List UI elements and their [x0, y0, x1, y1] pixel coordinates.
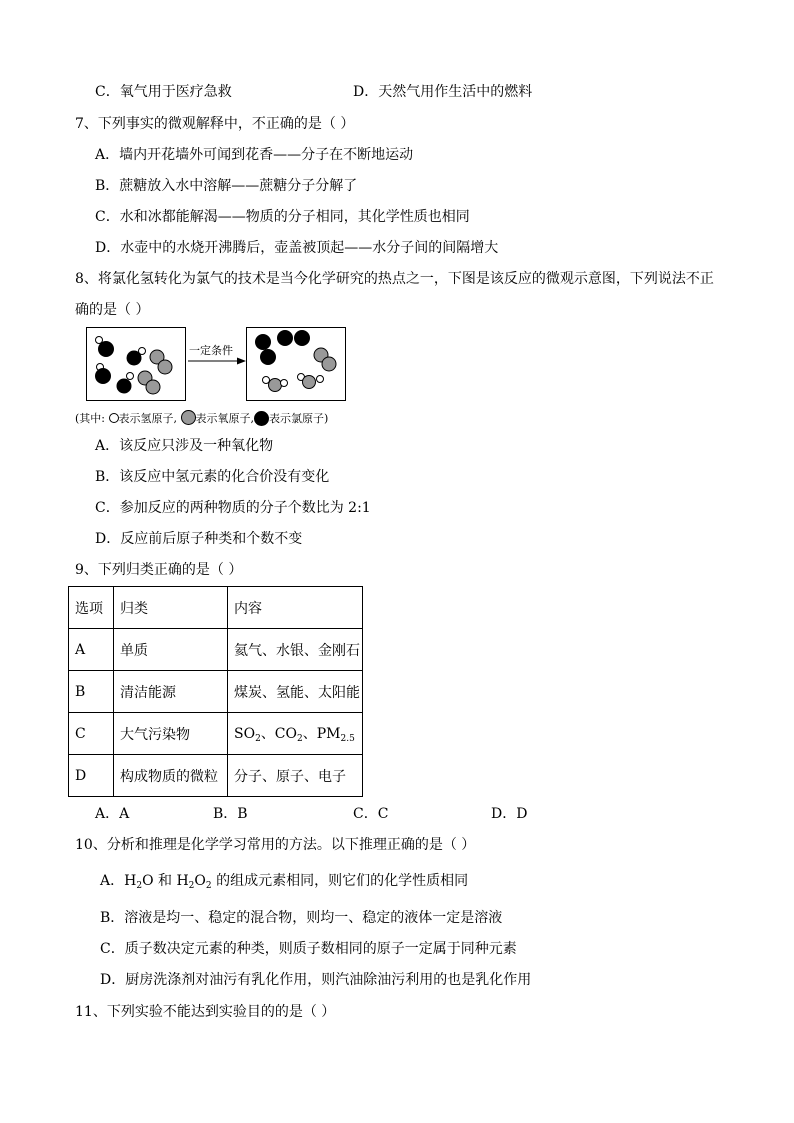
question-9-option-b: B．B: [213, 806, 248, 822]
chlorine-atom: [260, 349, 276, 365]
table-header-cell: 选项: [69, 587, 114, 629]
table-row: [69, 629, 363, 671]
question-8-option-a: A．该反应只涉及一种氧化物: [95, 438, 274, 454]
oxygen-atom: [146, 380, 160, 394]
table-cell: 氦气、水银、金刚石: [228, 629, 363, 671]
table-cell: 清洁能源: [114, 671, 228, 713]
legend-hydrogen: 表示氢原子,: [118, 412, 181, 425]
hydrogen-atom-icon: [109, 413, 119, 423]
question-10-option-c: C．质子数决定元素的种类，则质子数相同的原子一定属于同种元素: [100, 941, 517, 957]
chlorine-atom: [117, 379, 132, 394]
question-7-option-a: A．墙内开花墙外可闻到花香——分子在不断地运动: [95, 147, 414, 163]
subscript: 2: [255, 734, 261, 744]
chlorine-atom: [98, 341, 114, 357]
question-10-option-b: B．溶液是均一、稳定的混合物，则均一、稳定的液体一定是溶液: [100, 910, 503, 926]
chlorine-atom: [294, 330, 310, 346]
reaction-arrow-icon: [187, 356, 247, 366]
question-7-option-c: C．水和冰都能解渴——物质的分子相同，其化学性质也相同: [95, 209, 470, 225]
table-header-row: [69, 587, 363, 629]
question-10-stem: 10、分析和推理是化学学习常用的方法。以下推理正确的是（ ）: [75, 837, 476, 853]
formula-pm: 、PM: [302, 726, 341, 742]
subscript: 2.5: [340, 734, 355, 744]
question-11-stem: 11、下列实验不能达到实验目的的是（ ）: [75, 1004, 336, 1020]
table-cell: 单质: [114, 629, 228, 671]
table-row: [69, 713, 363, 755]
table-cell: D: [69, 755, 114, 797]
hydrogen-atom: [281, 380, 288, 387]
table-cell: 煤炭、氢能、太阳能: [228, 671, 363, 713]
formula-so: SO: [234, 726, 256, 742]
oxygen-atom: [158, 360, 172, 374]
question-8-stem-line1: 8、将氯化氢转化为氯气的技术是当今化学研究的热点之一，下图是该反应的微观示意图，下列说法不正: [75, 271, 714, 287]
question-10-option-d: D．厨房洗涤剂对油污有乳化作用，则汽油除油污利用的也是乳化作用: [100, 972, 532, 988]
table-header-cell: 内容: [228, 587, 363, 629]
option-d: D．天然气用作生活中的燃料: [353, 84, 533, 100]
reactants-box: [86, 327, 186, 401]
table-header-cell: 归类: [114, 587, 228, 629]
oxygen-atom: [303, 376, 316, 389]
question-10-option-a: A．$H_2O$ 和 $H_2O_2$ 的组成元素相同，则它们的化学性质相同: [100, 873, 469, 891]
subscript: 2: [297, 734, 303, 744]
chlorine-atom: [95, 368, 111, 384]
table-cell: 大气污染物: [114, 713, 228, 755]
chlorine-atom: [255, 334, 271, 350]
legend-oxygen: 表示氧原子,: [195, 412, 254, 425]
table-cell: 构成物质的微粒: [114, 755, 228, 797]
products-box: [246, 327, 346, 401]
legend-prefix: (其中:: [75, 412, 109, 425]
hydrogen-atom: [263, 377, 270, 384]
question-9-option-d: D．D: [491, 806, 528, 822]
classification-table: [68, 586, 363, 797]
hydrogen-atom: [317, 376, 324, 383]
arrow-label: 一定条件: [189, 344, 233, 357]
diagram-legend: [75, 410, 328, 427]
option-c: C．氧气用于医疗急救: [95, 84, 232, 100]
table-cell: [228, 713, 363, 755]
question-8-stem-line2: 确的是（ ）: [75, 302, 150, 318]
legend-chlorine: 表示氯原子): [269, 412, 329, 425]
table-cell: C: [69, 713, 114, 755]
chlorine-atom-icon: [254, 411, 269, 426]
products-diagram: [247, 328, 345, 400]
question-9-stem: 9、下列归类正确的是（ ）: [75, 562, 243, 578]
table-row: [69, 755, 363, 797]
formula-co: 、CO: [260, 726, 298, 742]
question-8-option-b: B．该反应中氢元素的化合价没有变化: [95, 469, 330, 485]
oxygen-atom: [269, 379, 282, 392]
reactants-diagram: [87, 328, 185, 400]
table-cell: 分子、原子、电子: [228, 755, 363, 797]
question-7-stem: 7、下列事实的微观解释中，不正确的是（ ）: [75, 116, 355, 132]
oxygen-atom-icon: [181, 410, 196, 425]
question-8-option-c: C．参加反应的两种物质的分子个数比为 2:1: [95, 500, 371, 516]
question-9-option-c: C．C: [353, 806, 389, 822]
question-7-option-d: D．水壶中的水烧开沸腾后，壶盖被顶起——水分子间的间隔增大: [95, 240, 499, 256]
table-cell: A: [69, 629, 114, 671]
question-8-option-d: D．反应前后原子种类和个数不变: [95, 531, 303, 547]
chlorine-atom: [277, 330, 293, 346]
hydrogen-atom: [139, 348, 146, 355]
table-row: [69, 671, 363, 713]
table-cell: B: [69, 671, 114, 713]
hydrogen-atom: [127, 373, 134, 380]
question-7-option-b: B．蔗糖放入水中溶解——蔗糖分子分解了: [95, 178, 358, 194]
question-9-option-a: A．A: [95, 806, 130, 822]
oxygen-atom: [322, 357, 336, 371]
